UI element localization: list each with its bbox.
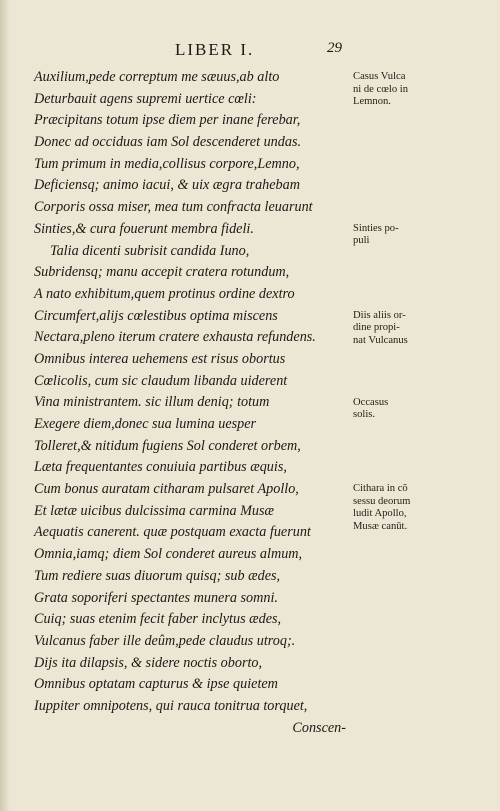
verse-line: Vina ministrantem. sic illum deniq; totum	[34, 394, 270, 411]
verse-line: Nectara,pleno iterum cratere exhausta refundens.	[34, 329, 316, 346]
verse-line: Donec ad occiduas iam Sol descenderet undas.	[34, 134, 302, 151]
margin-note: Casus Vulca ni de cœlo in Lemnon.	[353, 71, 409, 108]
margin-note: Sinties po- puli	[353, 222, 399, 247]
verse-line: Cuiq; suas etenim fecit faber inclytus ædes,	[34, 611, 282, 628]
verse-line: Omnibus interea uehemens est risus obortus	[34, 350, 286, 367]
margin-note: Diis aliis or- dine propi- nat Vulcanus	[353, 309, 408, 346]
verse-line: Dijs ita dilapsis, & sidere noctis oborto,	[34, 654, 263, 671]
verse-line: Auxilium,pede correptum me sæuus,ab alto	[34, 69, 280, 85]
verse-line: Omnia,iamq; diem Sol conderet aureus almum,	[34, 546, 303, 563]
verse-line: Præcipitans totum ipse diem per inane ferebar,	[34, 112, 301, 129]
verse-line: Tolleret,& nitidum fugiens Sol conderet orbem,	[34, 437, 301, 454]
verse-line: Iuppiter omnipotens, qui rauca tonitrua torquet,	[34, 697, 308, 714]
page-header	[0, 40, 500, 62]
verse-line: Vulcanus faber ille deûm,pede claudus utroq;.	[34, 632, 296, 649]
verse-line: Corporis ossa miser, mea tum confracta leuarunt	[34, 199, 313, 216]
verse-line: Læta frequentantes conuiuia partibus æquis,	[34, 459, 287, 476]
running-head: LIBER I.	[175, 40, 255, 59]
verse-line: Sinties,& cura fouerunt membra fideli.	[34, 220, 254, 237]
verse-line: Deturbauit agens supremi uertice cœli:	[34, 90, 257, 107]
page-number: 29	[327, 40, 342, 56]
verse-line: Subridensq; manu accepit cratera rotundum,	[34, 264, 290, 281]
verse-line: Circumfert,alijs cœlestibus optima miscens	[34, 307, 278, 324]
verse-line: Omnibus optatam capturus & ipse quietem	[34, 676, 278, 693]
verse-line: Et lætæ uicibus dulcissima carmina Musæ	[34, 502, 275, 519]
catchword: Conscen-	[292, 719, 346, 736]
verse-line: Cœlicolis, cum sic claudum libanda uiderent	[34, 372, 288, 389]
verse-text-block	[34, 67, 350, 739]
verse-line: Tum primum in media,collisus corpore,Lemno,	[34, 155, 300, 172]
margin-note: Cithara in cõ sessu deorum ludit Apollo, Musæ canūt.	[353, 483, 411, 533]
margin-note: Occasus solis.	[353, 396, 389, 421]
page-edge-shadow	[0, 0, 10, 811]
verse-line: Talia dicenti subrisit candida Iuno,	[50, 242, 250, 259]
verse-line: Tum rediere suas diuorum quisq; sub ædes,	[34, 567, 281, 584]
verse-line: Exegere diem,donec sua lumina uesper	[34, 416, 257, 432]
verse-line: Deficiensq; animo iacui, & uix ægra trahebam	[34, 177, 300, 194]
verse-line: A nato exhibitum,quem protinus ordine dextro	[34, 285, 295, 302]
verse-line: Aequatis canerent. quæ postquam exacta fuerunt	[34, 524, 311, 541]
verse-line: Cum bonus auratam citharam pulsaret Apollo,	[34, 481, 299, 498]
verse-line: Grata soporiferi spectantes munera somni.	[34, 589, 278, 606]
